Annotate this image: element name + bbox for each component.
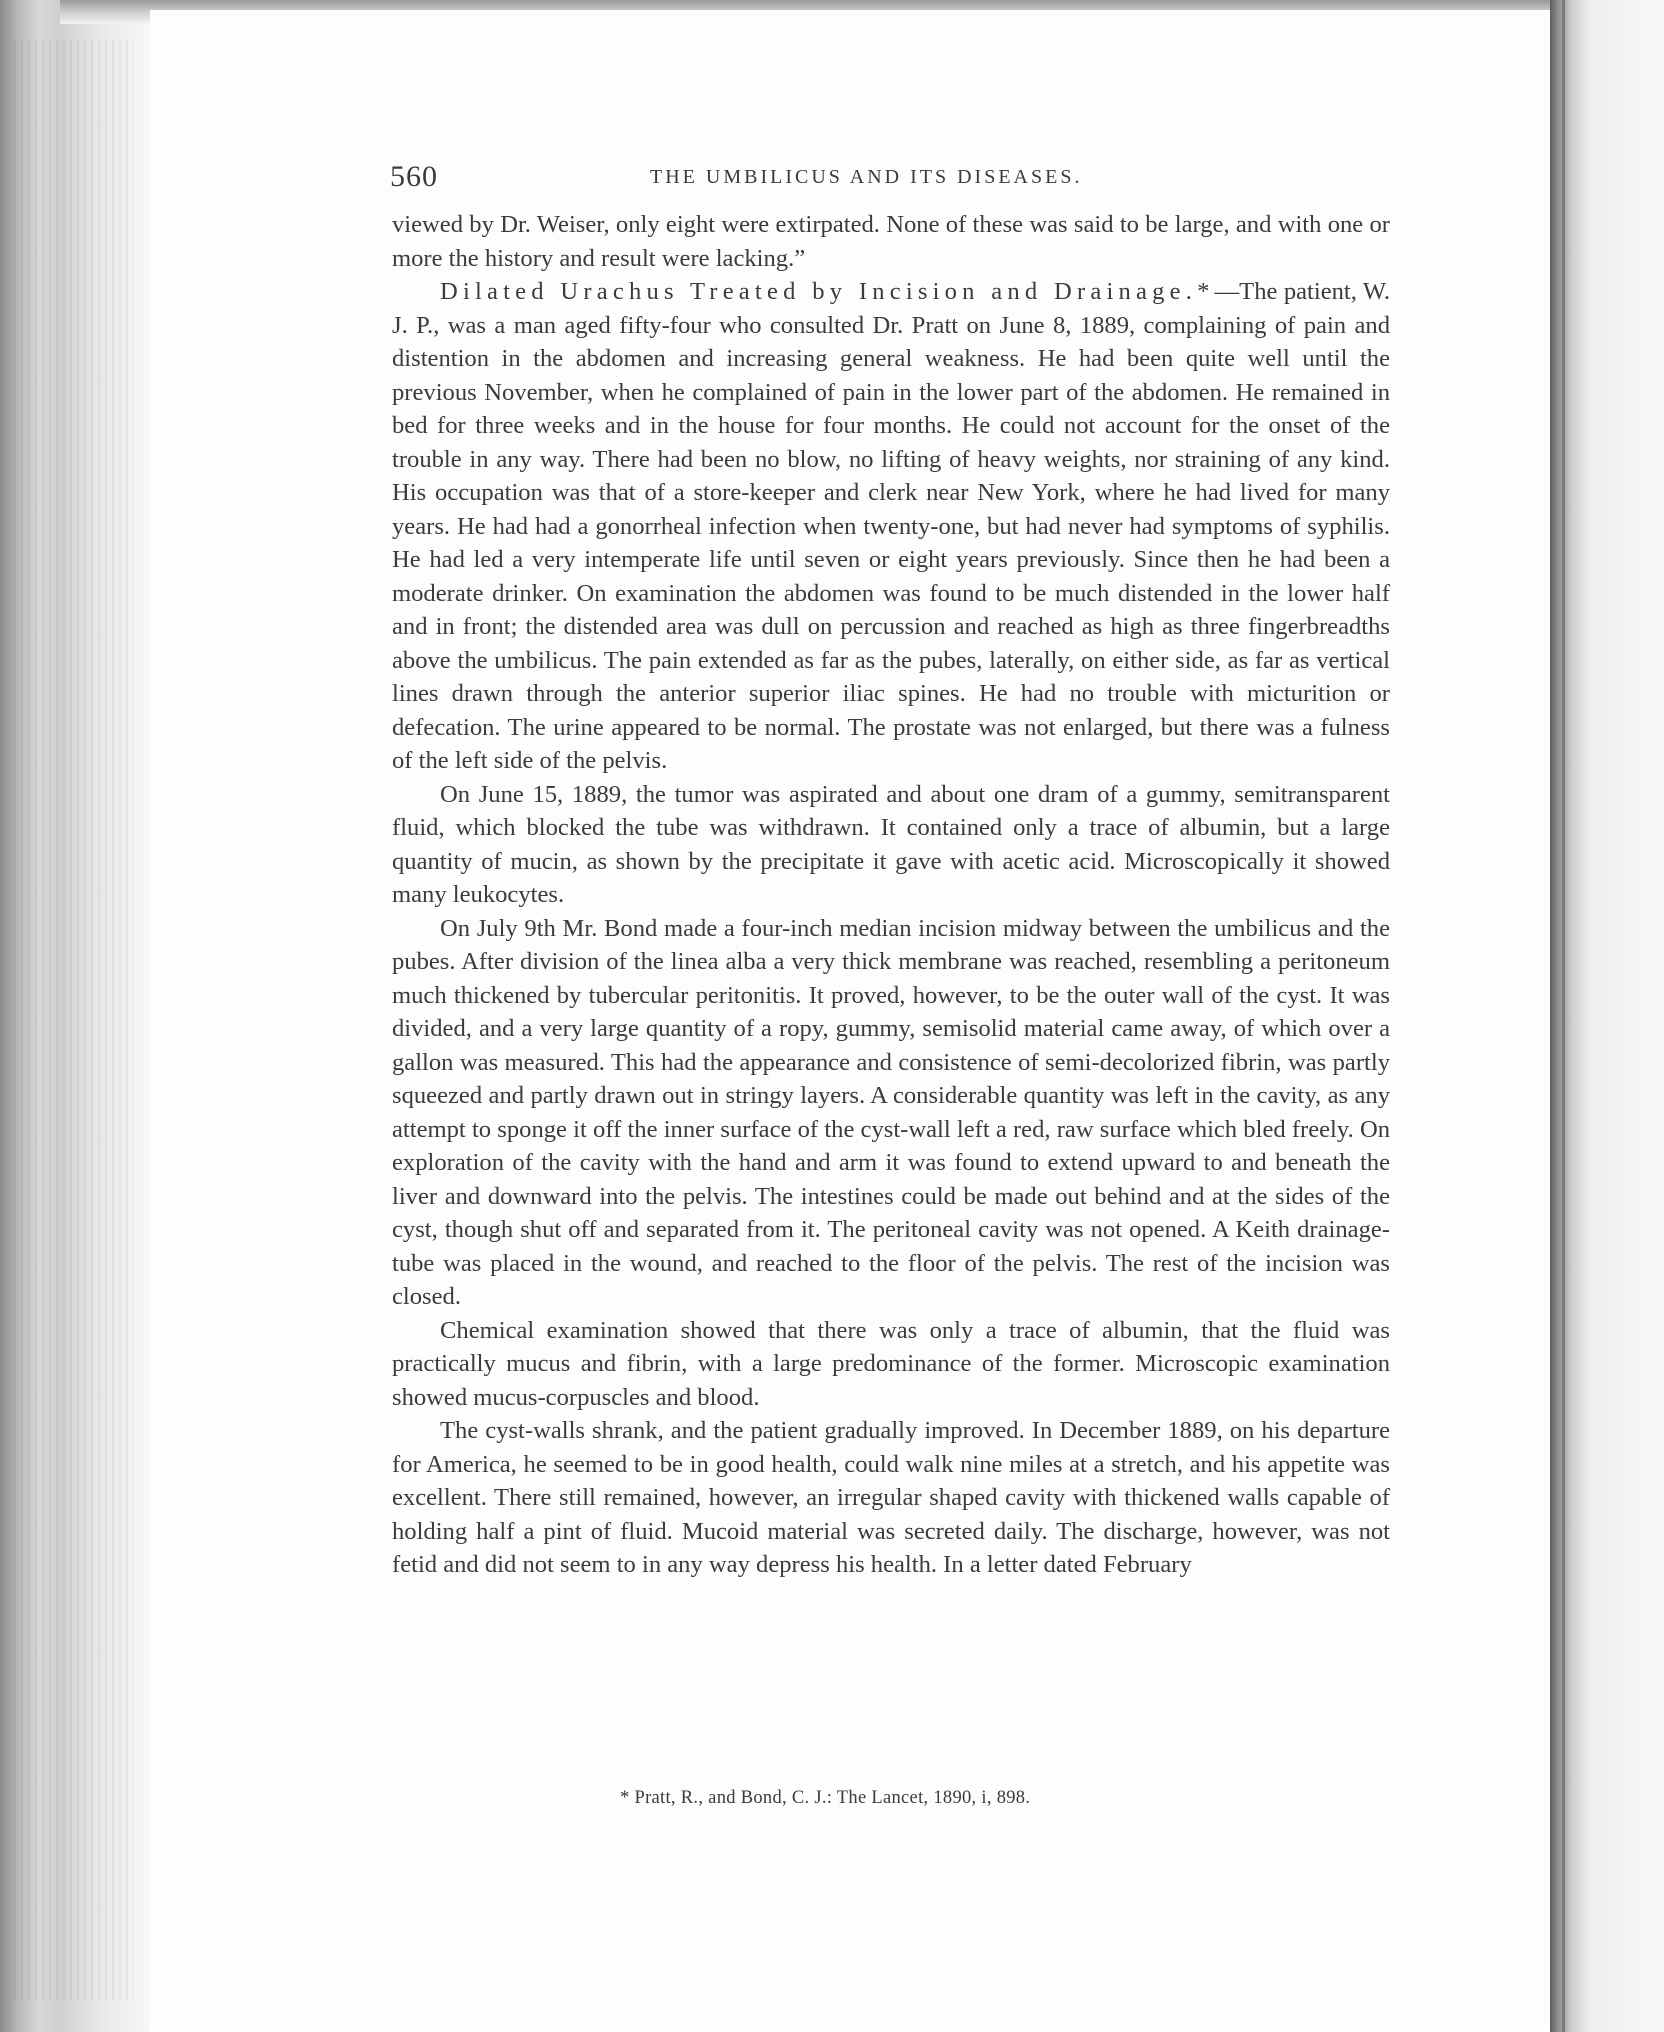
paragraph: On July 9th Mr. Bond made a four-inch median incision midway between the umbilicus and the pubes. After division of the linea alba a very thick membrane was reached, resembling a peritoneum much thickened by tubercular peritonitis. It proved, however, to be the outer wall of the cyst. It was divided, and a very large quantity of a ropy, gummy, semisolid material came away, of which over a gallon was measured. This had the appearance and consistence of semi-decolorized fibrin, was partly squeezed and partly drawn out in stringy layers. A considerable quantity was left in the cavity, as any attempt to sponge it off the inner surface of the cyst-wall left a red, raw surface which bled freely. On exploration of the cavity with the hand and arm it was found to extend upward to and beneath the liver and downward into the pelvis. The intestines could be made out behind and at the sides of the cyst, though shut off and separated from it. The peritoneal cavity was not opened. A Keith drainage-tube was placed in the wound, and reached to the floor of the pelvis. The rest of the incision was closed.: [392, 914, 1390, 1310]
body-text: [392, 208, 1390, 1582]
book-page-edges: [0, 0, 150, 2032]
paragraph-continuation: viewed by Dr. Weiser, only eight were extirpated. None of these was said to be large, and with one or more the history and result were lacking.”: [392, 211, 1390, 272]
paragraph: Chemical examination showed that there was only a trace of albumin, that the fluid was practically mucus and fibrin, with a large predominance of the former. Microscopic examination showed mucus-corpuscles and blood.: [392, 1316, 1390, 1411]
paragraph-text: —The patient, W. J. P., was a man aged fifty-four who consulted Dr. Pratt on June 8, 1889, complaining of pain and distention in the abdomen and increasing general weakness. He had been quite well until the previous November, when he complained of pain in the lower part of the abdomen. He remained in bed for three weeks and in the house for four months. He could not account for the onset of the trouble in any way. There had been no blow, no lifting of heavy weights, nor straining of any kind. His occupation was that of a store-keeper and clerk near New York, where he had lived for many years. He had had a gonorrheal infection when twenty-one, but had never had symptoms of syphilis. He had led a very intemperate life until seven or eight years previously. Since then he had been a moderate drinker. On examination the abdomen was found to be much distended in the lower half and in front; the distended area was dull on percussion and reached as high as three fingerbreadths above the umbilicus. The pain extended as far as the pubes, laterally, on either side, as far as vertical lines drawn through the anterior superior iliac spines. He had no trouble with micturition or defecation. The urine appeared to be normal. The prostate was not enlarged, but there was a fulness of the left side of the pelvis.: [392, 278, 1390, 774]
section-paragraph: [392, 275, 1390, 778]
paragraph: On June 15, 1889, the tumor was aspirated and about one dram of a gummy, semitransparent fluid, which blocked the tube was withdrawn. It contained only a trace of albumin, but a large quantity of mucin, as shown by the precipitate it gave with acetic acid. Microscopically it showed many leukocytes.: [392, 780, 1390, 908]
footnote: * Pratt, R., and Bond, C. J.: The Lancet, 1890, i, 898.: [620, 1788, 1031, 1808]
page-header: [390, 160, 1390, 200]
paragraph: The cyst-walls shrank, and the patient gradually improved. In December 1889, on his departure for America, he seemed to be in good health, could walk nine miles at a stretch, and his appetite was excellent. There still remained, however, an irregular shaped cavity with thickened walls capable of holding half a pint of fluid. Mucoid material was secreted daily. The discharge, however, was not fetid and did not seem to in any way depress his health. In a letter dated February: [392, 1417, 1390, 1578]
book-right-edge: [1550, 0, 1664, 2032]
page-number: 560: [390, 160, 438, 193]
section-heading: Dilated Urachus Treated by Incision and Drainage.*: [440, 278, 1215, 305]
running-title: THE UMBILICUS AND ITS DISEASES.: [650, 166, 1083, 188]
